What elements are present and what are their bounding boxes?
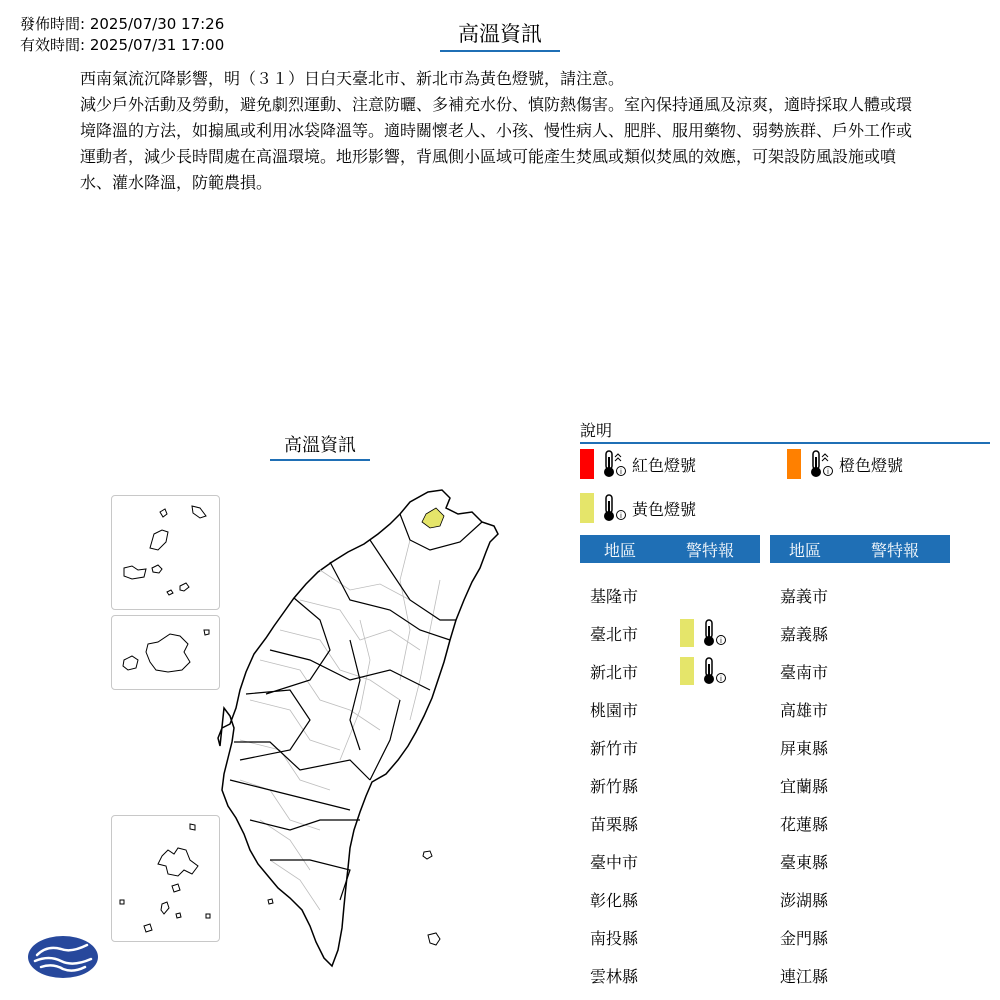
region-name: 臺南市 [780,662,829,682]
inset-penghu [111,815,220,942]
table-row [770,614,870,652]
warning-marker [680,618,732,648]
region-name: 臺中市 [590,852,639,872]
col-warning: 警特報 [870,540,919,560]
svg-text:i: i [720,637,722,645]
region-name: 花蓮縣 [780,814,829,834]
issue-info [20,14,224,56]
table-row [580,690,680,728]
island-liuqiu [268,899,273,904]
warning-swatch [680,619,694,647]
issued-time: 發佈時間: 2025/07/30 17:26 [20,15,225,33]
legend-yellow [580,493,696,523]
region-name: 彰化縣 [590,890,639,910]
legend-red [580,449,696,479]
region-name: 宜蘭縣 [780,776,829,796]
region-name: 高雄市 [780,700,829,720]
table-row [580,576,680,614]
region-name: 臺北市 [590,624,639,644]
island-lanyu [423,851,432,859]
thermometer-icon [807,449,835,479]
table-row [580,880,680,918]
valid-time: 有效時間: 2025/07/31 17:00 [20,36,225,54]
table-row [580,842,680,880]
legend-orange-label: 橙色燈號 [839,455,904,475]
region-name: 屏東縣 [780,738,829,758]
region-name: 雲林縣 [590,966,639,986]
description [80,66,920,196]
thermometer-icon [600,449,628,479]
taiwan-outline [218,490,498,966]
svg-text:i: i [620,468,622,476]
table-header-left [580,535,760,563]
region-name: 桃園市 [590,700,639,720]
table-row [770,728,870,766]
legend-red-label: 紅色燈號 [632,455,697,475]
table-row [580,614,732,652]
region-name: 嘉義縣 [780,624,829,644]
region-name: 新竹縣 [590,776,639,796]
table-row [580,652,732,690]
warning-swatch [680,657,694,685]
table-row [770,690,870,728]
table-row [580,918,680,956]
table-row [770,918,870,956]
svg-text:i: i [720,675,722,683]
table-row [770,576,870,614]
region-name: 基隆市 [590,586,639,606]
legend-orange [787,449,903,479]
inset-lienchiang [111,495,220,610]
col-region: 地區 [603,540,636,560]
taiwan-map [210,480,510,975]
region-name: 新北市 [590,662,639,682]
svg-text:i: i [827,468,829,476]
thermometer-icon [700,656,728,686]
table-row [580,728,680,766]
region-name: 金門縣 [780,928,829,948]
svg-text:i: i [620,512,622,520]
legend-yellow-label: 黃色燈號 [632,499,697,519]
legend-title: 說明 [580,418,990,444]
table-row [770,880,870,918]
table-row [770,842,870,880]
legend-red-swatch [580,449,594,479]
region-name: 澎湖縣 [780,890,829,910]
col-region: 地區 [788,540,821,560]
region-name: 臺東縣 [780,852,829,872]
inset-kinmen [111,615,220,690]
legend-orange-swatch [787,449,801,479]
thermometer-icon [600,493,628,523]
island-green [428,933,440,945]
table-row [770,804,870,842]
col-warning: 警特報 [685,540,734,560]
table-header-right [770,535,950,563]
cwa-logo-icon [27,935,99,979]
warning-marker [680,656,732,686]
table-row [770,652,870,690]
table-row [770,766,870,804]
description-line-1: 西南氣流沉降影響，明（３１）日白天臺北市、新北市為黃色燈號，請注意。 [80,69,625,88]
map-title: 高溫資訊 [270,431,370,461]
region-name: 苗栗縣 [590,814,639,834]
region-name: 新竹市 [590,738,639,758]
region-name: 嘉義市 [780,586,829,606]
description-line-2: 減少戶外活動及勞動，避免劇烈運動、注意防曬、多補充水份、慎防熱傷害。室內保持通風及涼爽，適時採取人體或環境降溫的方法，如搧風或利用冰袋降溫等。適時關懷老人、小孩、慢性病人、肥胖、服用藥物、弱勢族群、戶外工作或運動者，減少長時間處在高溫環境。地形影響，背風側小區域可能產生焚風或類似焚風的效應，可架設防風設施或噴水、灌水降溫，防範農損。 [80,95,913,192]
table-row [580,804,680,842]
table-row [580,766,680,804]
table-row [580,956,680,994]
table-row [770,956,870,994]
page-title: 高溫資訊 [440,18,560,52]
region-name: 南投縣 [590,928,639,948]
legend-yellow-swatch [580,493,594,523]
thermometer-icon [700,618,728,648]
region-name: 連江縣 [780,966,829,986]
